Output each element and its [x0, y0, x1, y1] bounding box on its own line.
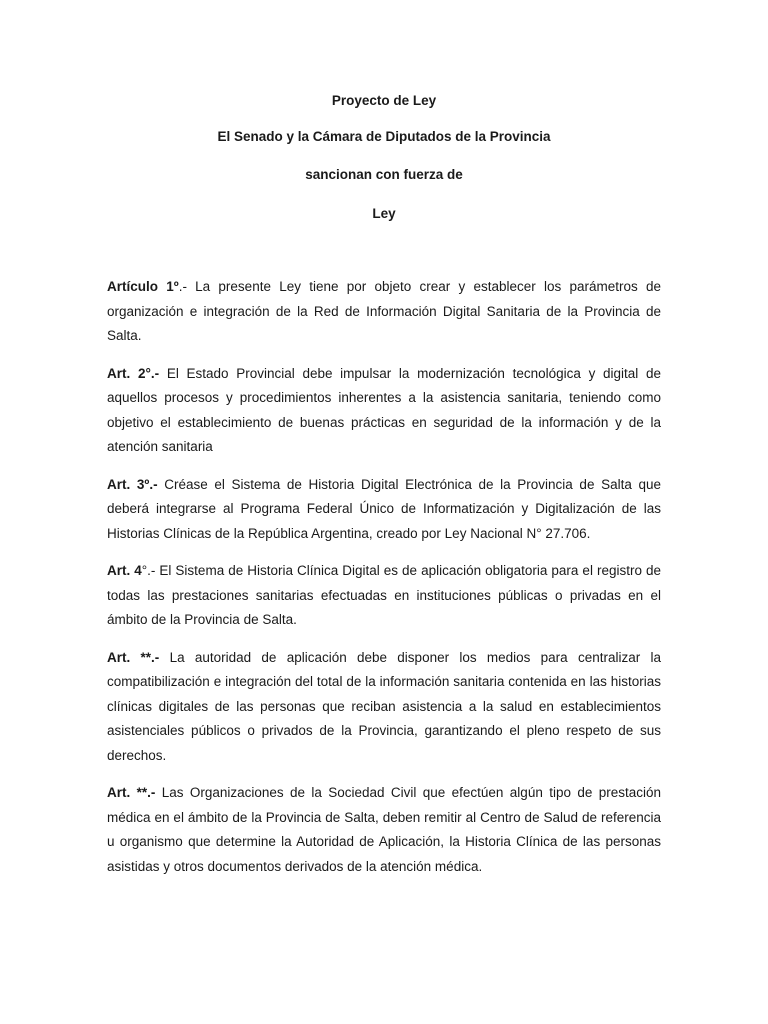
article-text: Las Organizaciones de la Sociedad Civil que efectúen algún tipo de prestación médica en el ámbito de la Provincia de Salta, deben remitir al Centro de Salud de referencia u organismo que determine la Autoridad de Aplicación, la Historia Clínica de las personas asistidas y otros documentos derivados de la atención médica. [107, 785, 661, 874]
document-subtitle-senate: El Senado y la Cámara de Diputados de la Provincia [217, 129, 551, 144]
article-text: La autoridad de aplicación debe disponer los medios para centralizar la compatibilización e integración del total de la información sanitaria contenida en las historias clínicas digitales de las personas que reciban asistencia a la salud en establecimientos asistenciales públicos o privados de la Provincia, garantizando el pleno respeto de sus derechos. [107, 649, 661, 763]
article-separator [159, 366, 167, 381]
article-6 [107, 781, 661, 879]
document-title: Proyecto de Ley [331, 93, 437, 108]
article-3 [107, 473, 661, 547]
article-label: Art. **.- [107, 649, 160, 665]
article-text: El Estado Provincial debe impulsar la modernización tecnológica y digital de aquellos procesos y procedimientos inherentes a la asistencia sanitaria, teniendo como objetivo el establecimiento de buenas prácticas en seguridad de la información y de la atención sanitaria [107, 365, 662, 454]
article-label: Artículo 1º [107, 279, 179, 294]
article-4 [107, 559, 661, 633]
article-separator: °.- [141, 563, 160, 578]
document-subtitle-law: Ley [372, 206, 396, 221]
article-1 [107, 275, 661, 349]
article-label: Art. **.- [107, 785, 156, 800]
article-label: Art. 3º.- [107, 476, 158, 492]
article-2 [107, 362, 661, 460]
document-subtitle-sanction: sancionan con fuerza de [305, 167, 463, 182]
articles-body [107, 275, 661, 892]
article-text: El Sistema de Historia Clínica Digital es de aplicación obligatoria para el registro de todas las prestaciones sanitarias efectuadas en instituciones públicas o privadas en el ámbito de la Provincia de Salta. [107, 563, 661, 627]
article-text: La presente Ley tiene por objeto crear y establecer los parámetros de organización e integración de la Red de Información Digital Sanitaria de la Provincia de Salta. [107, 279, 661, 343]
article-separator: .- [178, 279, 196, 294]
article-label: Art. 2°.- [107, 365, 160, 381]
article-separator [159, 650, 169, 665]
article-label: Art. 4 [107, 563, 142, 578]
article-5 [107, 646, 661, 769]
article-text: Créase el Sistema de Historia Digital Electrónica de la Provincia de Salta que deberá integrarse al Programa Federal Único de Informatización y Digitalización de las Historias Clínicas de la República Argentina, creado por Ley Nacional N° 27.706. [107, 476, 662, 541]
